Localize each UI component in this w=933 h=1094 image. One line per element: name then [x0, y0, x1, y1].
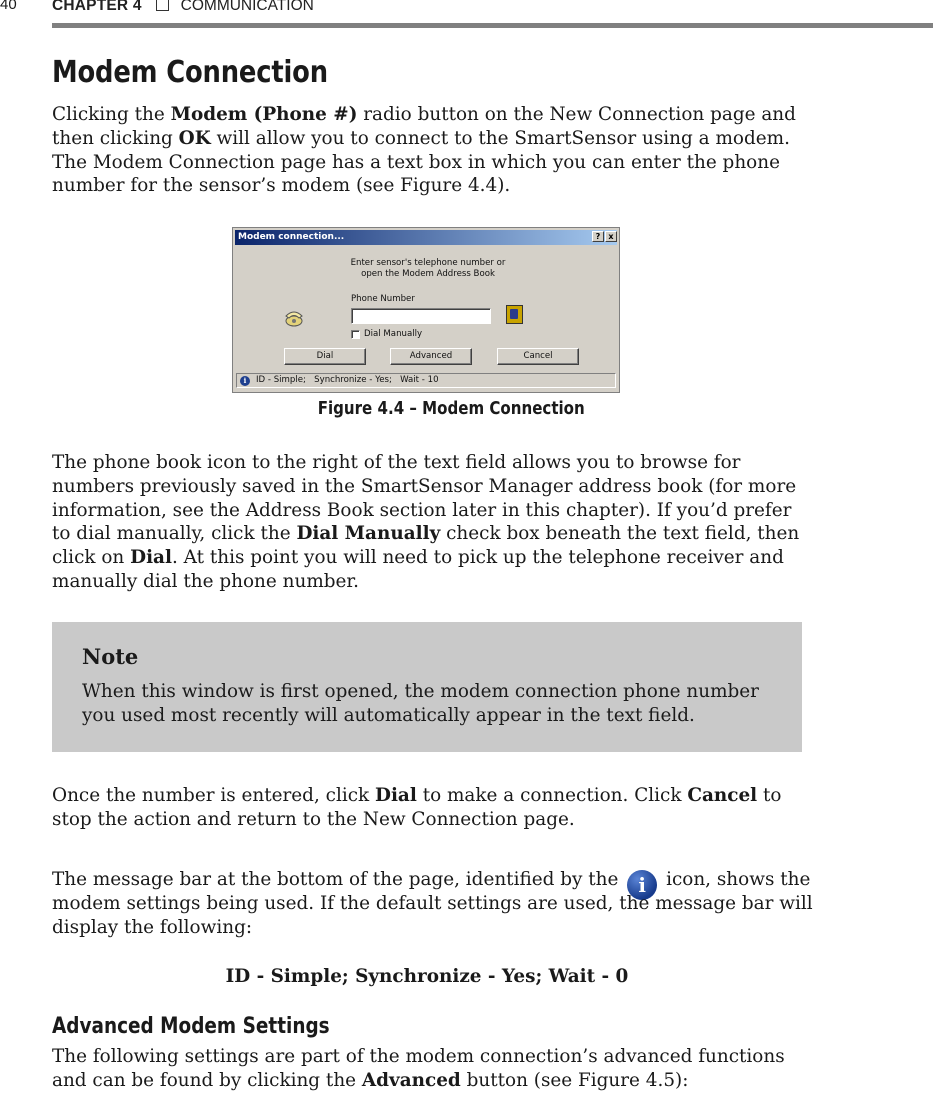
chapter-label: CHAPTER 4	[52, 0, 142, 14]
telephone-icon	[283, 309, 305, 327]
info-icon-inline: i	[627, 870, 657, 900]
square-bullet-icon	[156, 0, 169, 11]
note-heading: Note	[82, 644, 139, 669]
header-rule	[52, 23, 933, 28]
phone-number-label: Phone Number	[351, 294, 415, 304]
phone-number-input[interactable]	[351, 308, 491, 324]
figure-caption: Figure 4.4 – Modem Connection	[317, 399, 585, 419]
modem-phone-term: Modem (Phone #)	[170, 104, 358, 125]
help-button[interactable]: ?	[592, 231, 604, 242]
dial-cancel-paragraph: Once the number is entered, click Dial to make a connection. Click Cancel to stop the action and return to the New Connection page.	[52, 785, 782, 830]
note-body: When this window is first opened, the modem connection phone number you used most recently will automatically appear in the text field.	[82, 681, 759, 726]
default-settings-line: ID - Simple; Synchronize - Yes; Wait - 0	[225, 966, 629, 987]
info-icon: i	[240, 376, 250, 386]
section-label: COMMUNICATION	[180, 0, 314, 14]
phone-book-paragraph: The phone book icon to the right of the text field allows you to browse for numbers previously saved in the SmartSensor Manager address book (for more information, see the Address Book section later in this chapter). If you’d prefer to dial manually, click the Dial Manually check box beneath the text field, then click on Dial. At this point you will need to pick up the telephone receiver and manually dial the phone number.	[52, 452, 800, 592]
advanced-button[interactable]: Advanced	[390, 348, 472, 365]
running-head	[52, 0, 314, 15]
dial-button[interactable]: Dial	[284, 348, 366, 365]
intro-paragraph: Clicking the Modem (Phone #) radio button on the New Connection page and then clicking OK will allow you to connect to the SmartSensor using a modem. The Modem Connection page has a text box in which you can enter the phone number for the sensor’s modem (see Figure 4.4).	[52, 104, 796, 197]
message-bar-paragraph: The message bar at the bottom of the page, identified by the i icon, shows the modem settings being used. If the default settings are used, the message bar will display the following:	[52, 869, 813, 938]
dial-term: Dial	[130, 547, 172, 569]
cancel-button[interactable]: Cancel	[497, 348, 579, 365]
dial-manually-label: Dial Manually	[364, 329, 423, 339]
page-title: Modem Connection	[52, 55, 328, 90]
advanced-term: Advanced	[361, 1069, 461, 1091]
close-button[interactable]: x	[605, 231, 617, 242]
status-text: ID - Simple; Synchronize - Yes; Wait - 10	[256, 375, 439, 385]
dialog-title-bar: Modem connection...	[235, 230, 617, 245]
dial-manually-term: Dial Manually	[296, 523, 441, 545]
cancel-term: Cancel	[687, 785, 758, 806]
ok-term: OK	[178, 127, 211, 149]
dialog-prompt: Enter sensor's telephone number or open the Modem Address Book	[350, 258, 506, 279]
dial-manually-checkbox[interactable]	[351, 330, 360, 339]
advanced-paragraph: The following settings are part of the modem connection’s advanced functions and can be found by clicking the Advanced button (see Figure 4.5):	[52, 1046, 785, 1091]
section-heading: Advanced Modem Settings	[52, 1013, 330, 1039]
address-book-icon[interactable]	[506, 305, 523, 324]
status-bar	[236, 373, 616, 388]
dial-term-2: Dial	[375, 785, 417, 806]
note-box	[52, 622, 802, 752]
modem-connection-dialog	[232, 227, 620, 393]
page-number: 40	[0, 0, 17, 13]
